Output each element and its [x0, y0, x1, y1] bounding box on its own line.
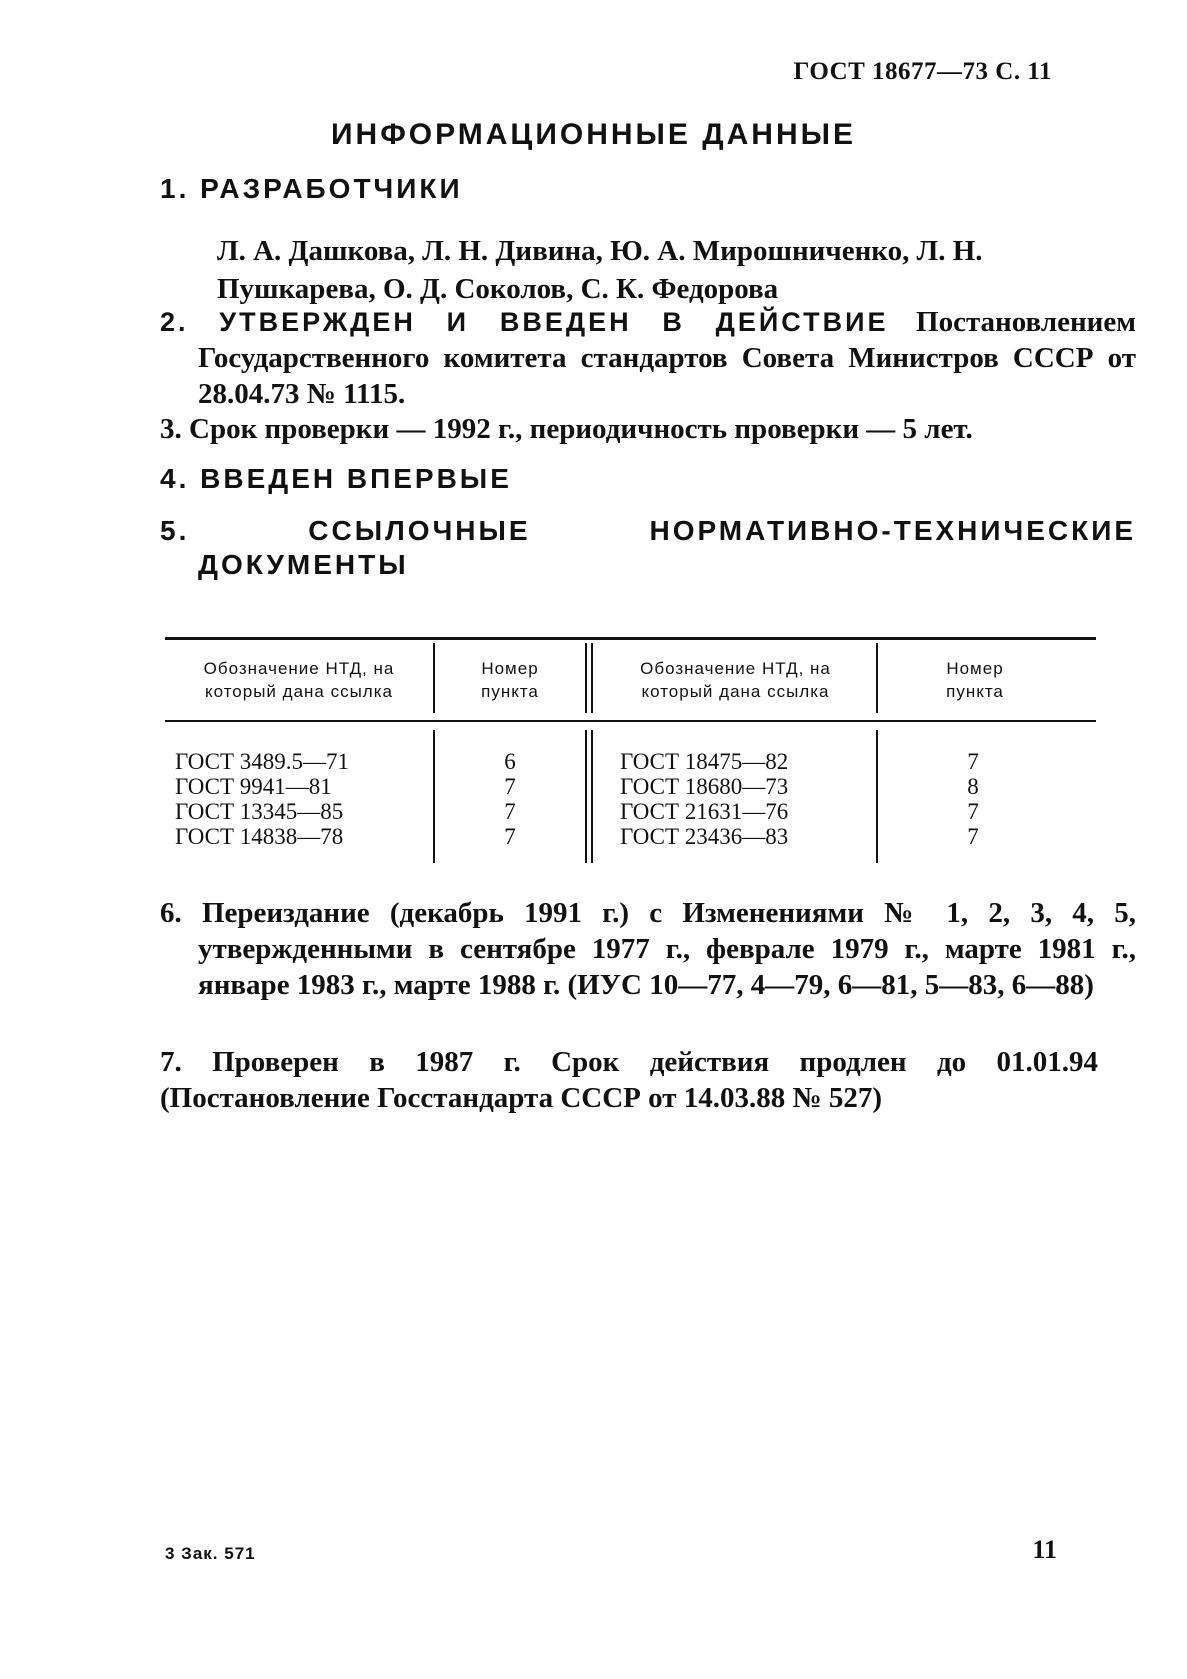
- table-cell-doc: ГОСТ 21631—76: [620, 799, 789, 824]
- header-designation-left: Обозначение НТД, на который дана ссылка: [203, 659, 395, 701]
- page-title: ИНФОРМАЦИОННЫЕ ДАННЫЕ: [330, 118, 857, 151]
- section-2: [160, 304, 1136, 412]
- header-item-left: Номер пункта: [481, 659, 539, 701]
- table-header-rule: [165, 720, 1096, 722]
- table-top-rule: [165, 637, 1096, 640]
- section-4-heading: 4. ВВЕДЕН ВПЕРВЫЕ: [160, 463, 512, 494]
- section-5-heading: 5. ССЫЛОЧНЫЕ НОРМАТИВНО-ТЕХНИЧЕСКИЕ ДОКУМЕНТЫ: [160, 515, 1136, 580]
- table-cell-item: 8: [967, 774, 979, 799]
- table-cell-doc: ГОСТ 3489.5—71: [175, 749, 350, 774]
- table-cell-item: 7: [967, 749, 979, 774]
- column-divider: [585, 730, 587, 863]
- section-2-heading: 2. УТВЕРЖДЕН И ВВЕДЕН В ДЕЙСТВИЕ: [160, 307, 889, 337]
- table-cell-item: 7: [504, 799, 516, 824]
- table-cell-item: 6: [504, 749, 516, 774]
- document-reference: ГОСТ 18677—73 С. 11: [793, 58, 1052, 85]
- section-2-text: Постановлением Государственного комитета стандартов Совета Министров СССР от 28.04.73 № 1115.: [198, 306, 1137, 410]
- section-1-heading: 1. РАЗРАБОТЧИКИ: [160, 173, 463, 204]
- table-cell-item: 7: [504, 774, 516, 799]
- table-cell-doc: ГОСТ 9941—81: [175, 774, 332, 799]
- table-cell-item: 7: [967, 799, 979, 824]
- header-item-right: Номер пункта: [946, 659, 1004, 701]
- page-number: 11: [1032, 1535, 1057, 1564]
- table-cell-doc: ГОСТ 13345—85: [175, 799, 344, 824]
- order-number: 3 Зак. 571: [165, 1544, 256, 1563]
- right-docs-column: [620, 749, 870, 849]
- section-1-authors: Л. А. Дашкова, Л. Н. Дивина, Ю. А. Мирошниченко, Л. Н. Пушкарева, О. Д. Соколов, С. К. Федорова: [217, 235, 983, 305]
- reference-table: [165, 637, 1096, 865]
- table-cell-doc: ГОСТ 18680—73: [620, 774, 789, 799]
- left-docs-column: [175, 749, 425, 849]
- table-cell-doc: ГОСТ 14838—78: [175, 824, 344, 849]
- table-cell-item: 7: [967, 824, 979, 849]
- table-cell-doc: ГОСТ 23436—83: [620, 824, 789, 849]
- section-6: 6. Переиздание (декабрь 1991 г.) с Изменениями № 1, 2, 3, 4, 5, утвержденными в сентябре 1977 г., феврале 1979 г., марте 1981 г., январе 1983 г., марте 1988 г. (ИУС 10—77, 4—79, 6—81, 5—83, 6—88): [160, 897, 1136, 1001]
- column-divider: [591, 730, 593, 863]
- column-divider: [591, 643, 593, 713]
- header-designation-right: Обозначение НТД, на который дана ссылка: [640, 659, 831, 701]
- section-7: 7. Проверен в 1987 г. Срок действия продлен до 01.01.94 (Постановление Госстандарта СССР от 14.03.88 № 527): [160, 1046, 1098, 1114]
- column-divider: [876, 643, 878, 713]
- column-divider: [433, 643, 435, 713]
- left-items-column: [435, 749, 585, 849]
- right-items-column: [878, 749, 1068, 849]
- table-cell-doc: ГОСТ 18475—82: [620, 749, 789, 774]
- section-3: 3. Срок проверки — 1992 г., периодичность проверки — 5 лет.: [160, 413, 973, 445]
- table-cell-item: 7: [504, 824, 516, 849]
- column-divider: [585, 643, 587, 713]
